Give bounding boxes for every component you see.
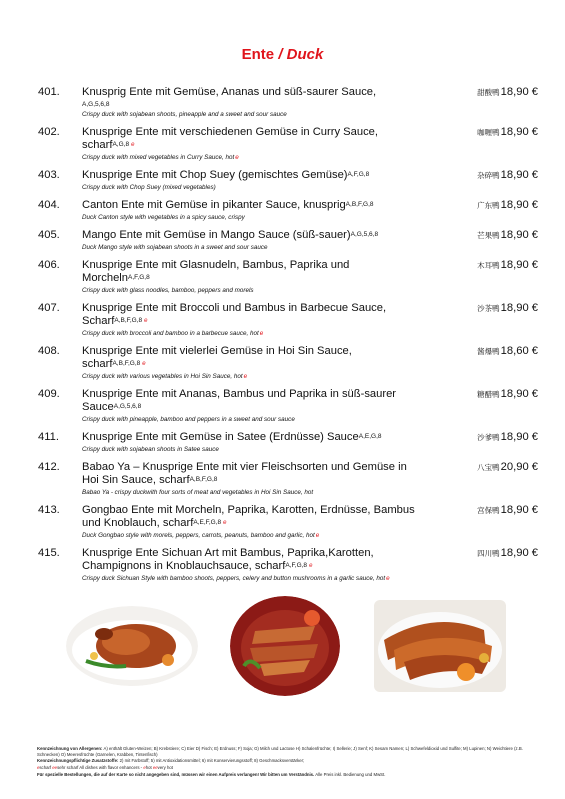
item-price-value: 18,90 € [500, 388, 538, 400]
menu-item [38, 169, 538, 192]
item-number: 411. [38, 431, 59, 443]
item-name-zh: 沙爹鸭 [477, 433, 500, 442]
menu-item [38, 547, 538, 583]
hot-mark: e [144, 318, 148, 324]
item-name-en [82, 111, 417, 119]
item-body [82, 199, 417, 222]
item-price-value: 18,90 € [500, 229, 538, 241]
allergen-codes: A,G,5,6,8 [113, 403, 142, 410]
hot-mark: e [259, 330, 264, 337]
menu-item [38, 388, 538, 424]
allergen-codes: A,G,5,6,8 [82, 101, 110, 108]
special-order-text: Für spezielle Bestellungen, die auf der Karte so nicht angegeben sind, müssen wir einen Aufpreis verlangen! Wir bitten um Verständnis. [37, 772, 315, 777]
item-name-zh: 沙茶鸭 [477, 304, 500, 313]
veryhot-legend-text: sehr scharf All dishes with flavor enhancers - [57, 765, 143, 770]
menu-item [38, 199, 538, 222]
item-body [82, 431, 417, 454]
veryhot-en-text: very hot [157, 765, 173, 770]
item-name-en-text: Crispy duck with pineapple, bamboo and peppers in a sweet and sour sauce [82, 416, 295, 423]
item-price [477, 229, 538, 241]
item-price-value: 20,90 € [500, 461, 538, 473]
item-name-de-text: Gongbao Ente mit Morcheln, Paprika, Karotten, Erdnüsse, Bambus und Knoblauch, scharf [82, 504, 415, 529]
item-price [477, 547, 538, 559]
menu-item [38, 302, 538, 338]
additives-text: 2) mit Farbstoff; 5) mit Antioxidationsmittel; 6) mit Konservierungsstoff; 8) Geschmacksverstärker; [119, 758, 305, 763]
allergen-codes: A,B,F,G,8 [112, 360, 141, 367]
menu-item [38, 126, 538, 162]
hot-mark: e [142, 361, 146, 367]
item-name-de [82, 461, 417, 487]
hot-mark: e [315, 532, 320, 539]
hot-legend-mark: e [37, 765, 40, 770]
hot-mark: e [235, 154, 239, 161]
duck-plate-photo [374, 600, 506, 692]
item-body [82, 302, 417, 338]
allergen-label: Kennzeichnung von Allergenen: [37, 746, 103, 751]
item-price-value: 18,90 € [500, 86, 538, 98]
item-name-de [82, 302, 417, 328]
item-name-en [82, 287, 417, 295]
item-name-zh: 甜酸鸭 [477, 88, 500, 97]
item-name-en [82, 575, 417, 583]
allergen-text: A) enthält Gluten-Weizen; B) Krebstiere; C) Eier D) Fisch; E) Erdnuss; F) Soja; G) Milch und Lactose H) Schalenfrüchte; I) Sellerie; J) Senf; K) Sesam Namen; L) Schwefeldioxid und Sulfite; M) Lupinen; N) Weichtiere (z.B. Schnecken) O) Meeresfrüchte (Garnelen, Krabben, Tintenfisch) [37, 746, 523, 757]
footer-notes [37, 746, 532, 778]
item-number: 404. [38, 199, 60, 211]
allergen-codes: A,F,G,8 [347, 171, 370, 178]
allergen-codes: A,E,G,8 [358, 433, 382, 440]
item-price [477, 431, 538, 443]
hot-legend-text: scharf [39, 765, 52, 770]
veryhot-legend-mark: ee [52, 765, 58, 770]
item-body [82, 169, 417, 192]
item-price [477, 86, 538, 98]
item-price [477, 169, 538, 181]
item-name-en [82, 214, 417, 222]
title-separator: / [278, 46, 283, 63]
item-name-zh: 咖喱鸭 [477, 128, 500, 137]
allergen-codes: A,F,G,8 [128, 274, 150, 281]
item-price-value: 18,90 € [500, 431, 538, 443]
item-name-zh: 芒果鸭 [477, 231, 500, 240]
menu-item [38, 461, 538, 497]
item-name-de [82, 547, 417, 573]
hot-mark: e [131, 142, 135, 148]
menu-item [38, 431, 538, 454]
item-name-de-text: Knusprige Ente mit Gemüse in Satee (Erdnüsse) Sauce [82, 431, 359, 443]
item-price [477, 345, 538, 357]
item-name-de-text: Knusprige Ente mit vielerlei Gemüse in Hoi Sin Sauce, scharf [82, 345, 352, 370]
item-name-de-text: Knusprige Ente mit Chop Suey (gemischtes Gemüse) [82, 169, 348, 181]
item-price [477, 461, 538, 473]
menu-item [38, 504, 538, 540]
item-name-de [82, 388, 417, 414]
item-number: 415. [38, 547, 60, 559]
item-name-en [82, 446, 417, 454]
roast-duck-photo [66, 606, 198, 686]
item-name-de-text: Knusprige Ente Sichuan Art mit Bambus, Paprika,Karotten, Champignons in Knoblauchsauce, scharf [82, 547, 374, 572]
item-number: 408. [38, 345, 60, 357]
item-name-de [82, 431, 417, 444]
item-body [82, 229, 417, 252]
item-body [82, 126, 417, 162]
item-name-zh: 酱爆鸭 [477, 347, 500, 356]
allergen-codes: A,E,F,G,8 [193, 519, 222, 526]
item-name-en [82, 416, 417, 424]
spice-legend [37, 765, 532, 771]
item-name-zh: 木耳鸭 [477, 261, 500, 270]
allergen-codes: A,G,5,6,8 [350, 231, 379, 238]
item-name-en-text: Crispy duck Sichuan Style with bamboo shoots, peppers, celery and button mushrooms in a garlic sauce, hot [82, 575, 386, 582]
menu-item [38, 345, 538, 381]
hot-en-text: hot [145, 765, 152, 770]
item-body [82, 504, 417, 540]
item-number: 412. [38, 461, 60, 473]
item-name-en [82, 489, 417, 497]
item-name-en-text: Crispy duck with glass noodles, bamboo, peppers and morels [82, 287, 254, 294]
item-body [82, 388, 417, 424]
item-name-en-text: Crispy duck with broccoli and bamboo in a barbecue sauce, hot [82, 330, 259, 337]
item-name-de [82, 199, 417, 212]
special-order-note [37, 772, 532, 778]
item-name-zh: 四川鸭 [477, 549, 500, 558]
food-photos [66, 600, 506, 692]
item-body [82, 547, 417, 583]
item-body [82, 259, 417, 295]
allergen-codes: A,G,8 [112, 141, 130, 148]
item-number: 409. [38, 388, 60, 400]
item-name-de [82, 126, 417, 152]
item-number: 402. [38, 126, 60, 138]
item-name-de-text: Knusprig Ente mit Gemüse, Ananas und süß-saurer Sauce, [82, 86, 377, 98]
item-name-en [82, 184, 417, 192]
item-name-en-text: Duck Gongbao style with morels, peppers, carrots, peanuts, bamboo and garlic, hot [82, 532, 315, 539]
allergen-codes: A,B,F,G,8 [345, 201, 374, 208]
item-name-de-text: Babao Ya – Knusprige Ente mit vier Fleischsorten und Gemüse in Hoi Sin Sauce, scharf [82, 461, 407, 486]
price-incl-text: Alle Preis inkl. Bedienung und MwSt. [315, 772, 386, 777]
menu-item [38, 259, 538, 295]
page-title [0, 46, 565, 63]
allergen-codes: A,B,F,G,8 [114, 317, 143, 324]
item-price [477, 504, 538, 516]
item-name-en-text: Babao Ya - crispy duckwith four sorts of meat and vegetables in Hoi Sin Sauce, hot [82, 489, 314, 496]
item-price-value: 18,90 € [500, 126, 538, 138]
item-body [82, 345, 417, 381]
item-name-zh: 糖醋鸭 [477, 390, 500, 399]
hot-mark: e [386, 575, 390, 582]
title-de: Ente [241, 46, 275, 63]
item-price [477, 126, 538, 138]
item-name-en-text: Crispy duck with sojabean shoots in Satee sauce [82, 446, 219, 453]
menu-item [38, 229, 538, 252]
item-price [477, 259, 538, 271]
hot-mark: e [309, 563, 313, 569]
allergen-note [37, 746, 532, 758]
item-name-en [82, 330, 417, 338]
item-name-de [82, 259, 417, 285]
item-name-en [82, 244, 417, 252]
item-name-de-text: Mango Ente mit Gemüse in Mango Sauce (süß-sauer) [82, 229, 351, 241]
item-number: 403. [38, 169, 60, 181]
item-name-en [82, 154, 417, 162]
item-name-zh: 广东鸭 [477, 201, 500, 210]
item-name-de [82, 229, 417, 242]
item-price-value: 18,90 € [500, 302, 538, 314]
item-name-de [82, 86, 417, 99]
allergen-codes: A,B,F,G,8 [189, 476, 218, 483]
item-price-value: 18,90 € [500, 199, 538, 211]
sliced-duck-photo [230, 596, 340, 696]
menu-item [38, 86, 538, 119]
item-name-en-text: Crispy duck with sojabean shoots, pineapple and a sweet and sour sauce [82, 111, 287, 118]
item-body [82, 86, 417, 119]
item-name-de [82, 504, 417, 530]
item-price-value: 18,90 € [500, 547, 538, 559]
item-price [477, 302, 538, 314]
item-name-en-text: Crispy duck with various vegetables in Hoi Sin Sauce, hot [82, 373, 243, 380]
item-price [477, 199, 538, 211]
title-en: Duck [286, 46, 324, 63]
item-name-de-text: Knusprige Ente mit Glasnudeln, Bambus, Paprika und Morcheln [82, 259, 350, 284]
item-name-en-text: Duck Canton style with vegetables in a spicy sauce, crispy [82, 214, 245, 221]
item-price-value: 18,60 € [500, 345, 538, 357]
item-name-de-text: Canton Ente mit Gemüse in pikanter Sauce, knusprig [82, 199, 346, 211]
item-name-en-text: Duck Mango style with sojabean shoots in a sweet and sour sauce [82, 244, 268, 251]
item-name-de-text: Knusprige Ente mit Broccoli und Bambus in Barbecue Sauce, Scharf [82, 302, 387, 327]
item-body [82, 461, 417, 497]
item-name-en [82, 532, 417, 540]
item-number: 407. [38, 302, 60, 314]
item-name-zh: 八宝鸭 [477, 463, 500, 472]
item-number: 401. [38, 86, 60, 98]
item-price-value: 18,90 € [500, 504, 538, 516]
item-name-zh: 宫保鸭 [477, 506, 500, 515]
item-number: 406. [38, 259, 60, 271]
item-price-value: 18,90 € [500, 259, 538, 271]
item-name-de [82, 345, 417, 371]
item-price-value: 18,90 € [500, 169, 538, 181]
item-number: 405. [38, 229, 60, 241]
item-name-de-text: Knusprige Ente mit Ananas, Bambus und Paprika in süß-saurer Sauce [82, 388, 397, 413]
menu-list [38, 86, 538, 590]
item-price [477, 388, 538, 400]
item-name-de [82, 169, 417, 182]
item-name-de-text: Knusprige Ente mit verschiedenen Gemüse in Curry Sauce, scharf [82, 126, 378, 151]
item-number: 413. [38, 504, 60, 516]
allergen-codes: A,F,G,8 [285, 562, 308, 569]
item-name-en-text: Crispy duck with mixed vegetables in Curry Sauce, hot [82, 154, 235, 161]
hot-mark: e [243, 373, 248, 380]
veryhot-en-mark: ee [152, 765, 158, 770]
item-name-en [82, 373, 417, 381]
additives-note [37, 758, 532, 764]
item-name-zh: 杂碎鸭 [477, 171, 500, 180]
item-name-en-text: Crispy duck with Chop Suey (mixed vegetables) [82, 184, 216, 191]
additives-label: Kennzeichnungspflichtige Zusatzstoffe: [37, 758, 119, 763]
hot-en-mark: e [143, 765, 146, 770]
hot-mark: e [223, 520, 227, 526]
